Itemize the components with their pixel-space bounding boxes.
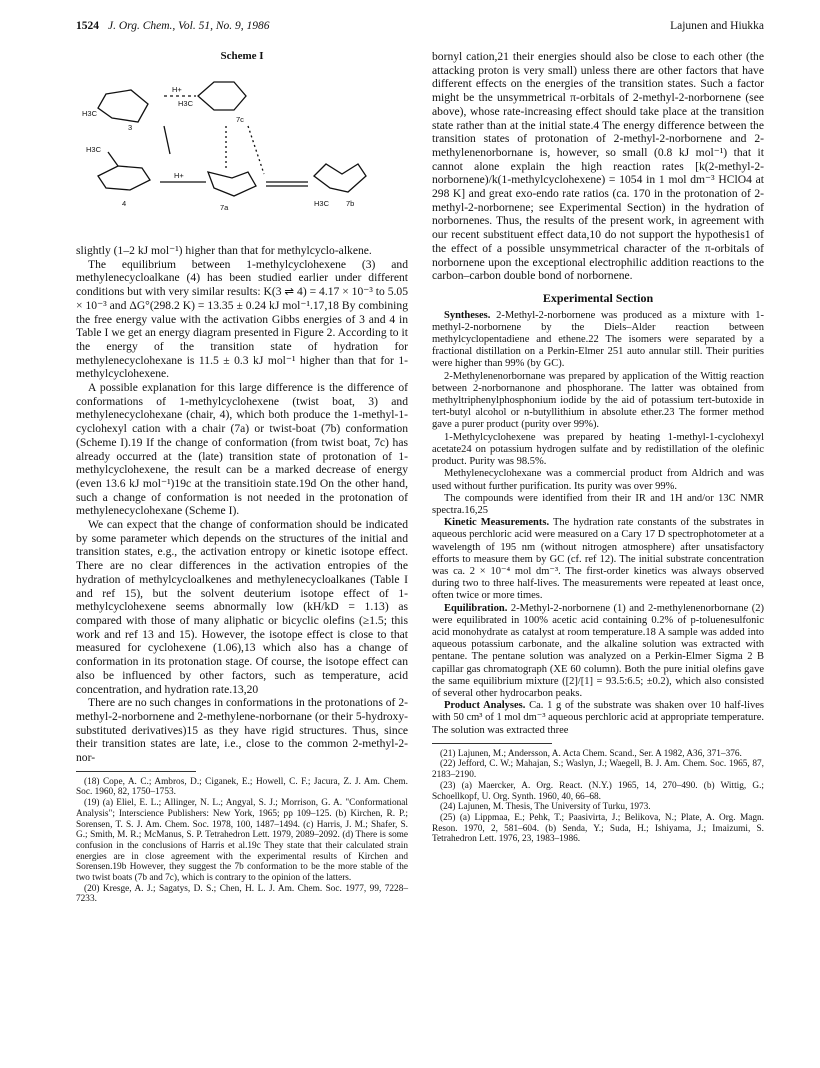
cation-7c	[198, 82, 246, 110]
syntheses-paragraph-5: The compounds were identified from their IR and 1H and/or 13C NMR spectra.16,25	[432, 492, 764, 516]
syntheses-paragraph-3: 1-Methylcyclohexene was prepared by heating 1-methyl-1-cyclohexyl acetate24 on potassium hydrogen sulfate and by redistillation of the olefinic product. Purity was 98.5%.	[432, 431, 764, 468]
scheme-label-h-plus-1: H+	[172, 85, 182, 94]
footnote-21: (21) Lajunen, M.; Andersson, A. Acta Chem. Scand., Ser. A 1982, A36, 371–376.	[440, 748, 742, 759]
running-header	[76, 20, 764, 36]
arrow-3-to-4	[164, 126, 170, 154]
page-number: 1524	[76, 20, 99, 32]
footnote-19: (19) (a) Eliel, E. L.; Allinger, N. L.; Angyal, S. J.; Morrison, G. A. "Conformational Analysis"; Interscience Publishers: New York, 1965; pp 109–125. (b) Kirchen, R. P.; Sorensen, T. S. J. Am. Chem. Soc. 1978, 100, 1487–1494. (c) Harris, J. M.; Shafer, S. G.; Smith, M. R.; McManus, S. P. Tetrahedron Lett. 1979, 2089–2092. (d) There is some confusion in the conclusions of Harris et al.19c They state that their calculated strain energies are in close agreement with the experimental results of Kirchen and Sorensen.19b However, they suggest the 7b conformation to be the more stable of the two twist boats (7b and 7c), which is contrary to the opinion of the latters.	[76, 798, 408, 884]
syntheses-paragraph-2: 2-Methylenenorbornane was prepared by application of the Wittig reaction between 2-norbornanone and phosphorane. The latter was obtained from methyltriphenylphosphonium iodide by the aid of potassium tert-butoxide in tert-butyl alcohol or n-butyllithium in absolute ether.23 The former method gave a purer product (purity over 99%).	[432, 370, 764, 431]
footnote-18: (18) Cope, A. C.; Ambros, D.; Ciganek, E.; Howell, C. F.; Jacura, Z. J. Am. Chem. Soc. 1960, 82, 1750–1753.	[76, 776, 408, 798]
left-paragraph-3: A possible explanation for this large difference is the difference of conformations of 1-methylcyclohexene (twist boat, 3) and methylenecyclohexane (chair, 4), which both produce the 1-methyl-1-cyclohexyl cation with a chair (7a) or twist-boat (7b) conformation (Scheme I).19 If the change of conformation (from twist boat, 7c) has already occurred at the (late) transition state of protonation of 1-methylcyclohexene, the result can be a marked decrease of energy (even 13.6 kJ mol⁻¹)19c at the transitioin state.19d On the other hand, such a change of conformation is not needed in the protonation of methylenecyclohexane (Scheme I).	[76, 381, 408, 518]
scheme-label-7b: 7b	[346, 199, 355, 208]
journal-citation: J. Org. Chem., Vol. 51, No. 9, 1986	[108, 20, 270, 32]
cation-7b	[314, 164, 366, 192]
right-paragraph-1: bornyl cation,21 their energies should also be close to each other (the attacking proton is very small) unless there are other factors that have different effects on the energies of the transition states. Such a factor might be the unsymmetrical π-orbitals of 2-methyl-2-norbornene (see above), whose rate-increasing effect should take place at the transition state rather than at the initial state.4 The energy difference between the transition states of protonation of 2-methyl-2-norbornene and 2-methylenenorbornane is, however, so small (0.8 kJ mol⁻¹) that it cannot alone explain the high reaction rates [k(2-methyl-2-norbornene)/k(1-methylcyclohexene) = 1054 in 1 mol dm⁻³ HClO4 at 298 K] and great exo-endo rate ratios (ca. 170 in the protonation of 2-methyl-2-norbornene; see Experimental Section) in the hydration of norbornenes. Thus, the results of the present work, in agreement with our recent substituent effect data,10 do not support the hypothesis1 of the effect of a possible unsymmetrical character of the π-orbitals of norbornene upon the exceptional electrophilic addition reactions to the carbon–carbon double bond of norbornene.	[432, 50, 764, 283]
arrow-7c-to-7b	[248, 126, 264, 174]
scheme-label-3: 3	[128, 123, 133, 132]
structure-3	[98, 90, 148, 122]
scheme-label-h3c-4: H3C	[314, 199, 330, 208]
scheme-title: Scheme I	[220, 50, 264, 62]
footnote-22: (22) Jefford, C. W.; Mahajan, S.; Waslyn, J.; Waegell, B. J. Am. Chem. Soc. 1965, 87, 2183–2190.	[432, 759, 764, 781]
left-paragraph-1: slightly (1–2 kJ mol⁻¹) higher than that for methylcyclo-alkene.	[76, 244, 372, 257]
right-column	[432, 50, 764, 845]
scheme-label-7c: 7c	[236, 115, 244, 124]
footnote-25: (25) (a) Lippmaa, E.; Pehk, T.; Paasivirta, J.; Belikova, N.; Plate, A. Org. Magn. Reson. 1970, 2, 581–604. (b) Senda, Y.; Suda, H.; Ishiyama, J.; Imaizumi, S. Tetrahedron Lett. 1976, 23, 1983–1986.	[432, 812, 764, 845]
section-title-experimental: Experimental Section	[542, 290, 654, 305]
syntheses-paragraph-4: Methylenecyclohexane was a commercial product from Aldrich and was used without further purification. Its purity was over 99%.	[432, 468, 764, 492]
kinetic-heading: Kinetic Measurements.	[444, 517, 550, 529]
kinetic-paragraph: Kinetic Measurements. The hydration rate constants of the substrates in aqueous perchloric acid were measured on a Cary 17 D spectrophotometer at a wavelength of 195 nm (without nitrogen atmosphere) after unsatisfactory efforts to measure them by GC (cf. ref 12). The initial substrate concentration was ca. 2 × 10⁻⁴ mol dm⁻³. The first-order kinetics was always observed during two to three half-lives. The measurements were repeated at least once, often twice or more times.	[432, 517, 765, 602]
footnote-divider	[76, 771, 196, 772]
equilibration-paragraph: Equilibration. 2-Methyl-2-norbornene (1) and 2-methylenenorbornane (2) were equilibrated in 100% acetic acid containing 0.2% of p-toluenesulfonic acid monohydrate as catalyst at room temperature.18 A sample was added into aqueous potassium carbonate, and the alkaline solution was extracted with pentane. The pentane solution was analyzed on a Perkin-Elmer Sigma 2 B capillar gas chromatograph (XE 60 column). Both the pure initial olefins gave the same equilibrium mixture ([2]/[1] = 93.5:6.5; ±0.2), which also consisted of several other hydrocarbon peaks.	[432, 602, 765, 699]
structure-4-exocyclic-bond	[108, 152, 118, 166]
footnote-20: (20) Kresge, A. J.; Sagatys, D. S.; Chen, H. L. J. Am. Chem. Soc. 1977, 99, 7228–7233.	[76, 883, 408, 905]
equilibration-heading: Equilibration.	[444, 602, 508, 614]
equilibrium-arrow	[266, 182, 308, 186]
structure-4	[98, 166, 150, 190]
running-authors: Lajunen and Hiukka	[670, 20, 764, 32]
footnote-24: (24) Lajunen, M. Thesis, The University of Turku, 1973.	[440, 802, 651, 813]
scheme-label-h3c-3: H3C	[86, 145, 102, 154]
experimental-section	[432, 310, 764, 737]
left-paragraph-5: There are no such changes in conformations in the protonations of 2-methyl-2-norbornene and 2-methylene-norbornane (or their 5-hydroxy-substituted derivatives)15 as they have rigid structures. Thus, since their transition states are late, i.e., close to the common 2-methyl-2-nor-	[76, 696, 408, 765]
footnote-divider-right	[432, 743, 552, 744]
product-analyses-paragraph: Product Analyses. Ca. 1 g of the substrate was shaken over 10 half-lives with 50 cm³ of 1 mol dm⁻³ aqueous perchloric acid at appropriate temperature. The solution was extracted three	[432, 700, 765, 736]
syntheses-heading: Syntheses.	[444, 309, 491, 321]
scheme-label-7a: 7a	[220, 203, 229, 212]
left-footnotes	[76, 777, 408, 905]
left-paragraph-4: We can expect that the change of conformation should be indicated by some parameter which depends on the structures of the initial and transition states, e.g., the activation entropy or kinetic isotope effect. There are no clear differences in the activation entropies of the hydration of methylcycloalkenes and methylenecycloalkanes (Table I and ref 15), but the solvent deuterium isotope effect of 1-methylcyclohexene seems abnormally low (kH/kD = 1.13) as compared with those of many aliphatic or bicyclic olefins (≥1.5; this work and ref 13 and 15). However, the isotope effect is close to that measured for cyclohexene (1.06),13 which also has a change of conformation in its protonation stage. Of course, the isotope effect can also be influenced by other factors, such as temperature, acid concentration, and hydration rate.13,20	[76, 518, 408, 696]
left-paragraph-2: The equilibrium between 1-methylcyclohexene (3) and methylenecycloalkane (4) has been studied earlier under different conditions but with very similar results: K(3 ⇌ 4) = 4.17 × 10⁻³ to 5.05 × 10⁻³ and ΔG°(298.2 K) = 13.35 ± 0.24 kJ mol⁻¹.17,18 By combining the free energy value with the activation Gibbs energies of 3 and 4 in Table I we get an energy diagram presented in Figure 2. According to it the energy of the transition state of hydration for methylenecyclohexane is 11.5 ± 0.3 kJ mol⁻¹ higher than that for 1-methylcyclohexene.	[76, 257, 408, 381]
right-footnotes	[432, 749, 764, 845]
scheme-label-h-plus-2: H+	[174, 171, 184, 180]
cation-7a	[208, 172, 256, 196]
scheme-diagram	[76, 64, 408, 244]
scheme-label-h3c-2: H3C	[178, 99, 194, 108]
scheme-label-h3c-1: H3C	[82, 109, 98, 118]
syntheses-paragraph: Syntheses. 2-Methyl-2-norbornene was produced as a mixture with 1-methyl-2-norbornene by the Diels–Alder reaction between methylcyclopentadiene and ethene.22 The isomers were separated by a fractional distillation on a Perkin-Elmer 251 auto annular still. Their purities were higher than 99% (by GC).	[432, 309, 764, 370]
left-column	[76, 50, 408, 905]
scheme-label-4: 4	[122, 199, 127, 208]
product-analyses-heading: Product Analyses.	[444, 700, 526, 712]
footnote-23: (23) (a) Maercker, A. Org. React. (N.Y.) 1965, 14, 270–490. (b) Wittig, G.; Schoellkopf, U. Org. Synth. 1960, 40, 66–68.	[432, 780, 764, 802]
